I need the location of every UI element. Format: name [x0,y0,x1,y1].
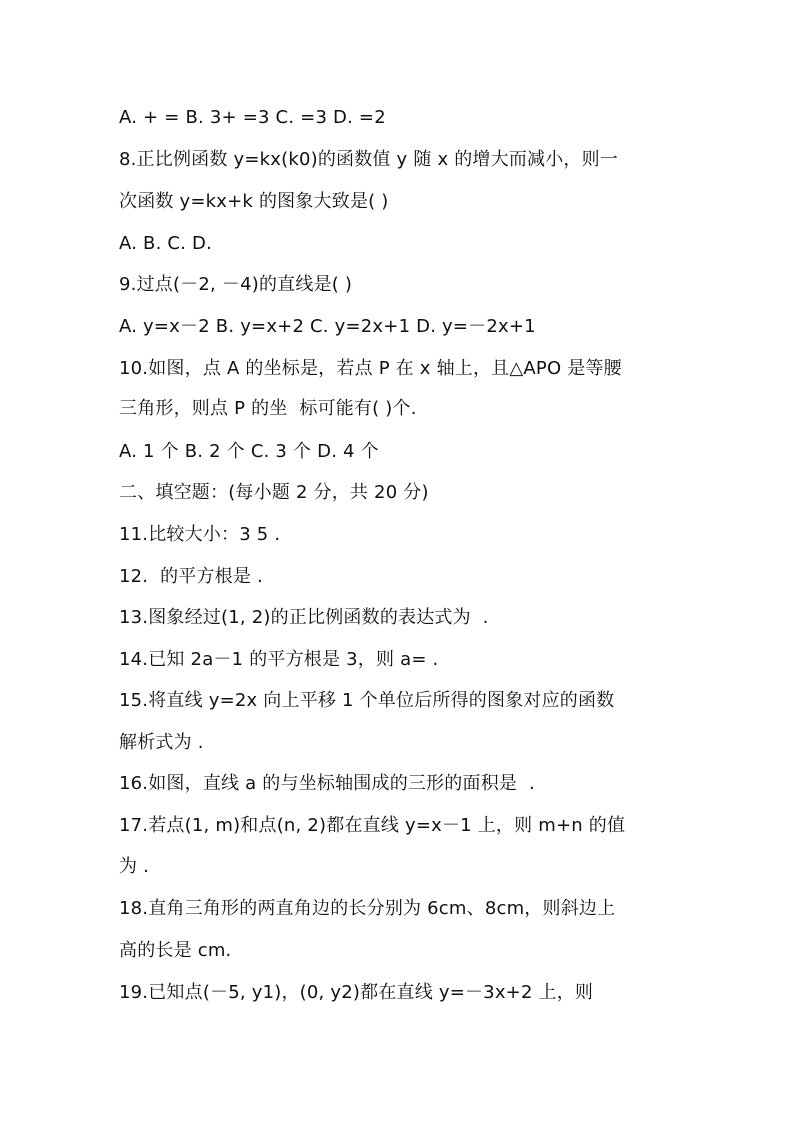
text-line-q14: 14.已知 2a－1 的平方根是 3，则 a= . [119,649,439,670]
text-line-q15-stem-cont: 解析式为 . [119,732,204,753]
text-line-q7-options: A. + = B. 3+ =3 C. =3 D. =2 [119,107,386,128]
section-heading-fill-in: 二、填空题：(每小题 2 分，共 20 分) [119,482,429,503]
text-line-q9-options: A. y=x－2 B. y=x+2 C. y=2x+1 D. y=－2x+1 [119,316,536,337]
text-line-q18-stem: 18.直角三角形的两直角边的长分别为 6cm、8cm，则斜边上 [119,898,616,919]
text-line-q12: 12. 的平方根是 . [119,566,263,587]
text-line-q17-stem: 17.若点(1, m)和点(n, 2)都在直线 y=x－1 上，则 m+n 的值 [119,815,626,836]
text-line-q19-stem: 19.已知点(－5, y1)，(0, y2)都在直线 y=－3x+2 上，则 [119,982,594,1003]
text-line-q10-stem-cont: 三角形，则点 P 的坐 标可能有( )个. [119,398,417,419]
text-line-q9-stem: 9.过点(－2, －4)的直线是( ) [119,274,353,295]
text-line-q10-options: A. 1 个 B. 2 个 C. 3 个 D. 4 个 [119,441,379,462]
text-line-q8-stem-cont: 次函数 y=kx+k 的图象大致是( ) [119,191,389,212]
text-line-q15-stem: 15.将直线 y=2x 向上平移 1 个单位后所得的图象对应的函数 [119,690,615,711]
text-line-q8-stem: 8.正比例函数 y=kx(k0)的函数值 y 随 x 的增大而减小，则一 [119,149,619,170]
text-line-q10-stem: 10.如图，点 A 的坐标是，若点 P 在 x 轴上，且△APO 是等腰 [119,358,622,379]
text-line-q17-stem-cont: 为 . [119,856,150,877]
text-line-q16: 16.如图，直线 a 的与坐标轴围成的三形的面积是 . [119,773,535,794]
text-line-q13: 13.图象经过(1, 2)的正比例函数的表达式为 . [119,607,489,628]
text-line-q18-stem-cont: 高的长是 cm. [119,940,232,961]
text-line-q11: 11.比较大小：3 5 . [119,524,281,545]
text-line-q8-options: A. B. C. D. [119,233,213,254]
